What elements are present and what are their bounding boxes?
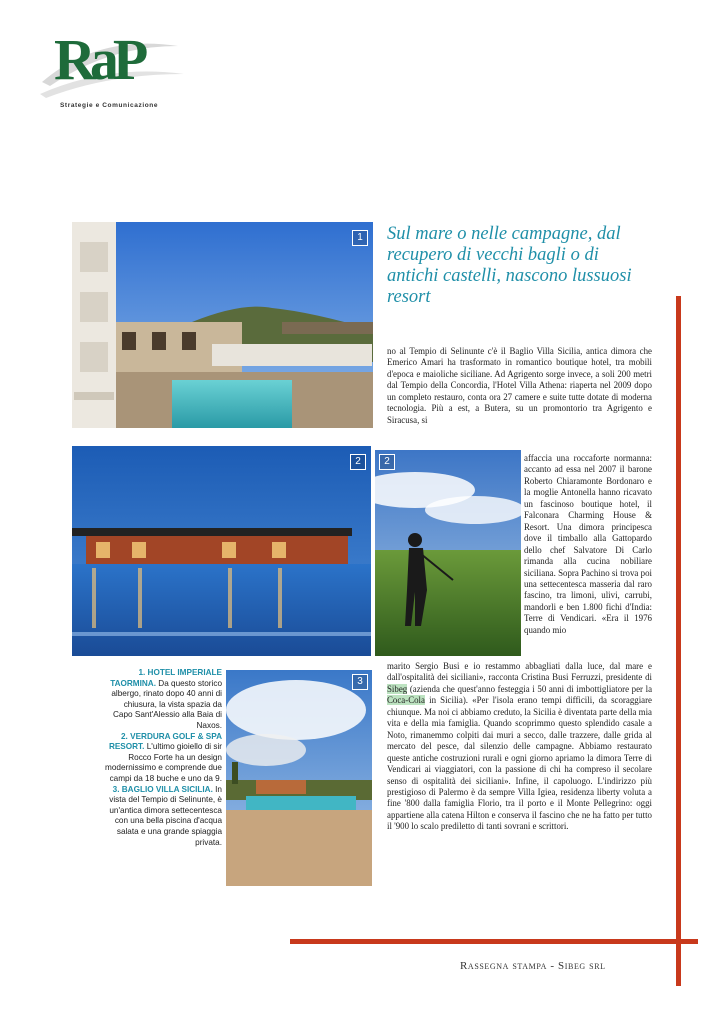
highlight-sibeg: Sibeg — [387, 683, 408, 694]
caption-2 — [104, 732, 222, 785]
body-paragraph-2 — [524, 453, 652, 636]
photo-hotel-imperiale — [72, 222, 373, 428]
photo-baglio-villa-sicilia — [226, 670, 372, 886]
highlight-coca-cola: Coca-Cola — [387, 695, 425, 706]
logo-subtitle: Strategie e Comunicazione — [60, 102, 159, 109]
photo-verdura-pool-image — [72, 446, 371, 656]
photo-verdura-golf — [375, 450, 521, 656]
photo-hotel-imperiale-image — [72, 222, 373, 428]
article-title: Sul mare o nelle campagne, dal recupero di vecchi bagli o di antichi castelli, nascono lussuosi resort — [387, 224, 632, 307]
caption-1-text: Da questo storico albergo, rinato dopo 40 anni di chiusura, la vista spazia da Capo Sant'Alessio alla Baia di Naxos. — [111, 678, 222, 730]
photo-badge-1: 1 — [352, 230, 368, 246]
body-text-2: affaccia una roccaforte normanna: accanto ad essa nel 2007 il barone Roberto Chiaramonte Bordonaro e la moglie Antonella hanno ricavato un fascinoso boutique hotel, il Falconara Charming House & Resort. Una dimora principesca dove il timballo alla Gattopardo dello chef Salvatore Di Carlo rimanda alla cucina nobiliare siciliana. Sopra Pachino si trova poi una settecentesca masseria dal raro fascino, tra limoni, ulivi, carrubi, mandorli e ben 1.800 fichi d'India: Terre di Vendicari. «Era il 1976 quando mio — [524, 453, 652, 635]
body-text-1: no al Tempio di Selinunte c'è il Baglio Villa Sicilia, antica dimora che Emerico Amari ha trasformato in romantico boutique hotel, tra mobili d'epoca e maioliche siciliane. Ad Agrigento sorge invece, a soli 200 metri dal Tempio della Concordia, l'Hotel Villa Athena: riaperta nel 2009 dopo un completo restauro, conta ora 27 camere e suite tutte dotate di moderna tecnologia. Più a est, a Butera, su un promontorio tra Agrigento e Siracusa, si — [387, 346, 652, 425]
photo-verdura-pool — [72, 446, 371, 656]
caption-2-heading: 2. VERDURA GOLF & SPA RESORT. — [108, 731, 222, 752]
caption-3-heading: 3. BAGLIO VILLA SICILIA. — [112, 784, 213, 794]
caption-1 — [104, 668, 222, 732]
body-paragraph-1 — [387, 346, 652, 426]
footer-press-review: Rassegna stampa - Sibeg srl — [460, 960, 606, 972]
photo-badge-2b: 2 — [379, 454, 395, 470]
body-text-3b: (azienda che quest'anno festeggia i 50 anni di imbottigliatore per la — [409, 683, 653, 694]
caption-1-heading: 1. HOTEL IMPERIALE TAORMINA. — [110, 668, 222, 688]
frame-line-horizontal — [290, 939, 698, 944]
photo-captions — [104, 668, 222, 848]
body-text-3c: in Sicilia). «Per l'isola erano tempi difficili, da scoraggiare chiunque. Ma noi ci abbiamo creduto, la Sicilia è diventata parte della mia vita e della mia famiglia. Quando scoprimmo questo splendido casale a Noto, rimanemmo colpiti dai muri a secco, dalle trazzere, dalle grida al mercato del pesce, dal silenzio delle campagne. Abbiamo restaurato queste antiche costruzioni rurali e ogni giorno apriamo la dimora Terre di Vendicari ai viaggiatori, con la passione di chi ha compreso il secolare senso di ospitalità dei siciliani». Infine, il capoluogo. L'indirizzo più prestigioso di Palermo è da sempre Villa Igiea, residenza liberty voluta a fine '800 dalla famiglia Florio, tra il porto e il Monte Pellegrino: oggi appartiene alla catena Hilton e conserva il fascino che ne ha fatto per tutto il '900 lo scalo prediletto di tanti sovrani e scrittori. — [387, 695, 652, 832]
photo-badge-2a: 2 — [350, 454, 366, 470]
body-text-3 — [387, 661, 652, 833]
caption-2-text: L'ultimo gioiello di sir Rocco Forte ha un design modernissimo e comprende due campi da 18 buche e uno da 9. — [105, 742, 222, 783]
body-paragraph-3 — [387, 661, 652, 833]
photo-badge-3: 3 — [352, 674, 368, 690]
caption-3 — [104, 785, 222, 849]
frame-line-vertical — [676, 296, 681, 986]
photo-verdura-golf-image — [375, 450, 521, 656]
body-text-3a: marito Sergio Busi e io restammo abbagliati dalla luce, dal mare e dall'ospitalità dei siciliani», racconta Cristina Busi Ferruzzi, presidente di — [387, 661, 652, 683]
caption-3-text: In vista del Tempio di Selinunte, è un'antica dimora settecentesca con una bella piscina d'acqua salata e una grande spiaggia privata. — [109, 784, 222, 847]
photo-baglio-image — [226, 670, 372, 886]
logo-letters: RaP — [54, 27, 143, 92]
